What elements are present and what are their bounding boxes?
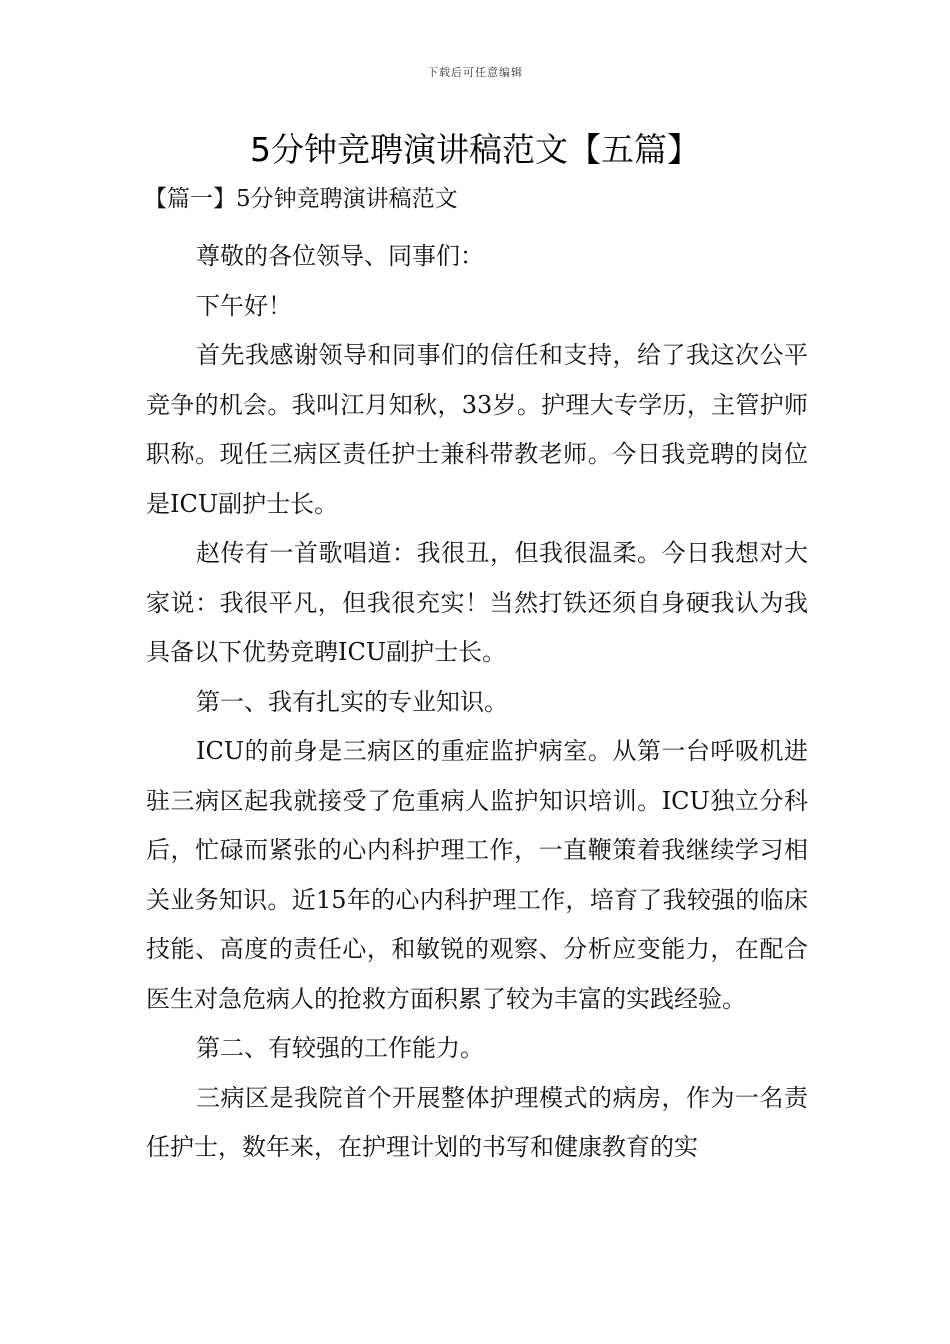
paragraph-point-one-body: ICU的前身是三病区的重症监护病室。从第一台呼吸机进驻三病区起我就接受了危重病人监护知识培训。ICU独立分科后，忙碌而紧张的心内科护理工作，一直鞭策着我继续学习相关业务知识。近15年的心内科护理工作，培育了我较强的临床技能、高度的责任心，和敏锐的观察、分析应变能力，在配合医生对急危病人的抢救方面积累了较为丰富的实践经验。 <box>146 737 808 1013</box>
paragraph-greeting: 尊敬的各位领导、同事们： <box>196 242 484 270</box>
paragraph-point-two-heading: 第二、有较强的工作能力。 <box>196 1034 484 1062</box>
paragraph-salutation: 下午好！ <box>196 291 292 320</box>
section-heading: 【篇一】5分钟竞聘演讲稿范文 <box>144 186 458 212</box>
document-title: 5分钟竞聘演讲稿范文【五篇】 <box>250 130 700 169</box>
paragraph-introduction: 首先我感谢领导和同事们的信任和支持，给了我这次公平竞争的机会。我叫江月知秋，33岁。护理大专学历，主管护师职称。现任三病区责任护士兼科带教老师。今日我竞聘的岗位是ICU副护士长。 <box>146 341 808 518</box>
paragraph-point-two-body: 三病区是我院首个开展整体护理模式的病房，作为一名责任护士，数年来，在护理计划的书写和健康教育的实 <box>146 1083 808 1161</box>
paragraph-point-one-heading: 第一、我有扎实的专业知识。 <box>196 687 508 716</box>
header-note: 下载后可任意编辑 <box>427 66 523 79</box>
document-body <box>146 184 808 1173</box>
paragraph-song-quote: 赵传有一首歌唱道：我很丑，但我很温柔。今日我想对大家说：我很平凡，但我很充实！当然打铁还须自身硬我认为我具备以下优势竞聘ICU副护士长。 <box>146 539 808 666</box>
